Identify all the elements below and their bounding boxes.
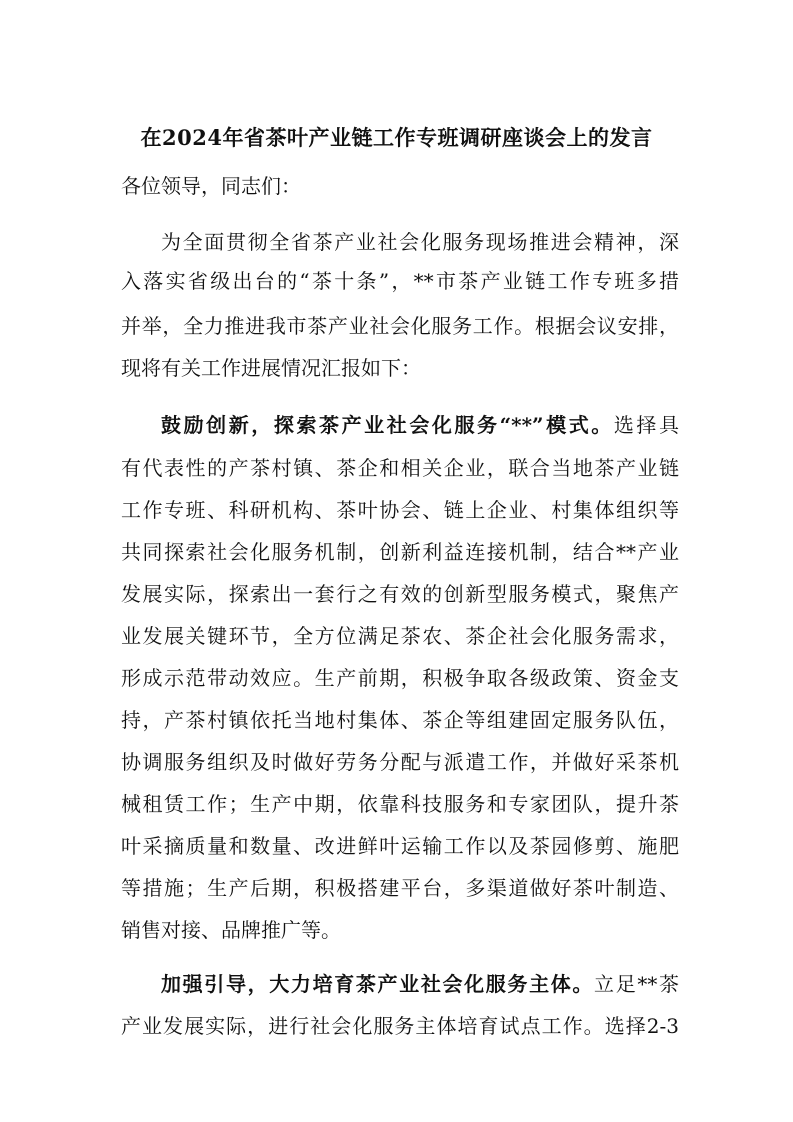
intro-line: 并举，全力推进我市茶产业社会化服务工作。根据会议安排，	[121, 314, 679, 338]
section2-heading: 加强引导，大力培育茶产业社会化服务主体。	[161, 972, 595, 996]
section1-line: 工作专班、科研机构、茶叶协会、链上企业、村集体组织等	[121, 498, 679, 522]
section1-line: 形成示范带动效应。生产前期，积极争取各级政策、资金支	[121, 666, 679, 690]
speech-title: 在2024年省茶叶产业链工作专班调研座谈会上的发言	[140, 125, 653, 150]
section1-line: 叶采摘质量和数量、改进鲜叶运输工作以及茶园修剪、施肥	[121, 834, 679, 858]
section1-line: 共同探索社会化服务机制，创新利益连接机制，结合**产业	[121, 540, 679, 564]
salutation: 各位领导，同志们：	[121, 174, 301, 198]
section1-line: 等措施；生产后期，积极搭建平台，多渠道做好茶叶制造、	[121, 876, 679, 900]
section1-first-line-text: 选择具	[613, 413, 679, 437]
intro-line: 入落实省级出台的“茶十条”，**市茶产业链工作专班多措	[121, 269, 679, 293]
section1-line: 发展实际，探索出一套行之有效的创新型服务模式，聚焦产	[121, 582, 679, 606]
section1-heading: 鼓励创新，探索茶产业社会化服务“**”模式。	[161, 413, 614, 437]
section2-first-line	[161, 972, 679, 996]
section1-line: 业发展关键环节，全方位满足茶农、茶企社会化服务需求，	[121, 624, 679, 648]
section1-line: 销售对接、品牌推广等。	[121, 918, 341, 942]
section1-line: 械租赁工作；生产中期，依靠科技服务和专家团队，提升茶	[121, 792, 679, 816]
section1-line: 持，产茶村镇依托当地村集体、茶企等组建固定服务队伍，	[121, 708, 679, 732]
intro-line: 现将有关工作进展情况汇报如下：	[121, 356, 421, 380]
section1-line: 有代表性的产茶村镇、茶企和相关企业，联合当地茶产业链	[121, 456, 679, 480]
section1-first-line	[161, 413, 679, 437]
section2-first-line-text: 立足**茶	[594, 972, 680, 996]
intro-line: 为全面贯彻全省茶产业社会化服务现场推进会精神，深	[161, 230, 679, 254]
section1-line: 协调服务组织及时做好劳务分配与派遣工作，并做好采茶机	[121, 750, 679, 774]
section2-line: 产业发展实际，进行社会化服务主体培育试点工作。选择2-3	[121, 1014, 679, 1038]
